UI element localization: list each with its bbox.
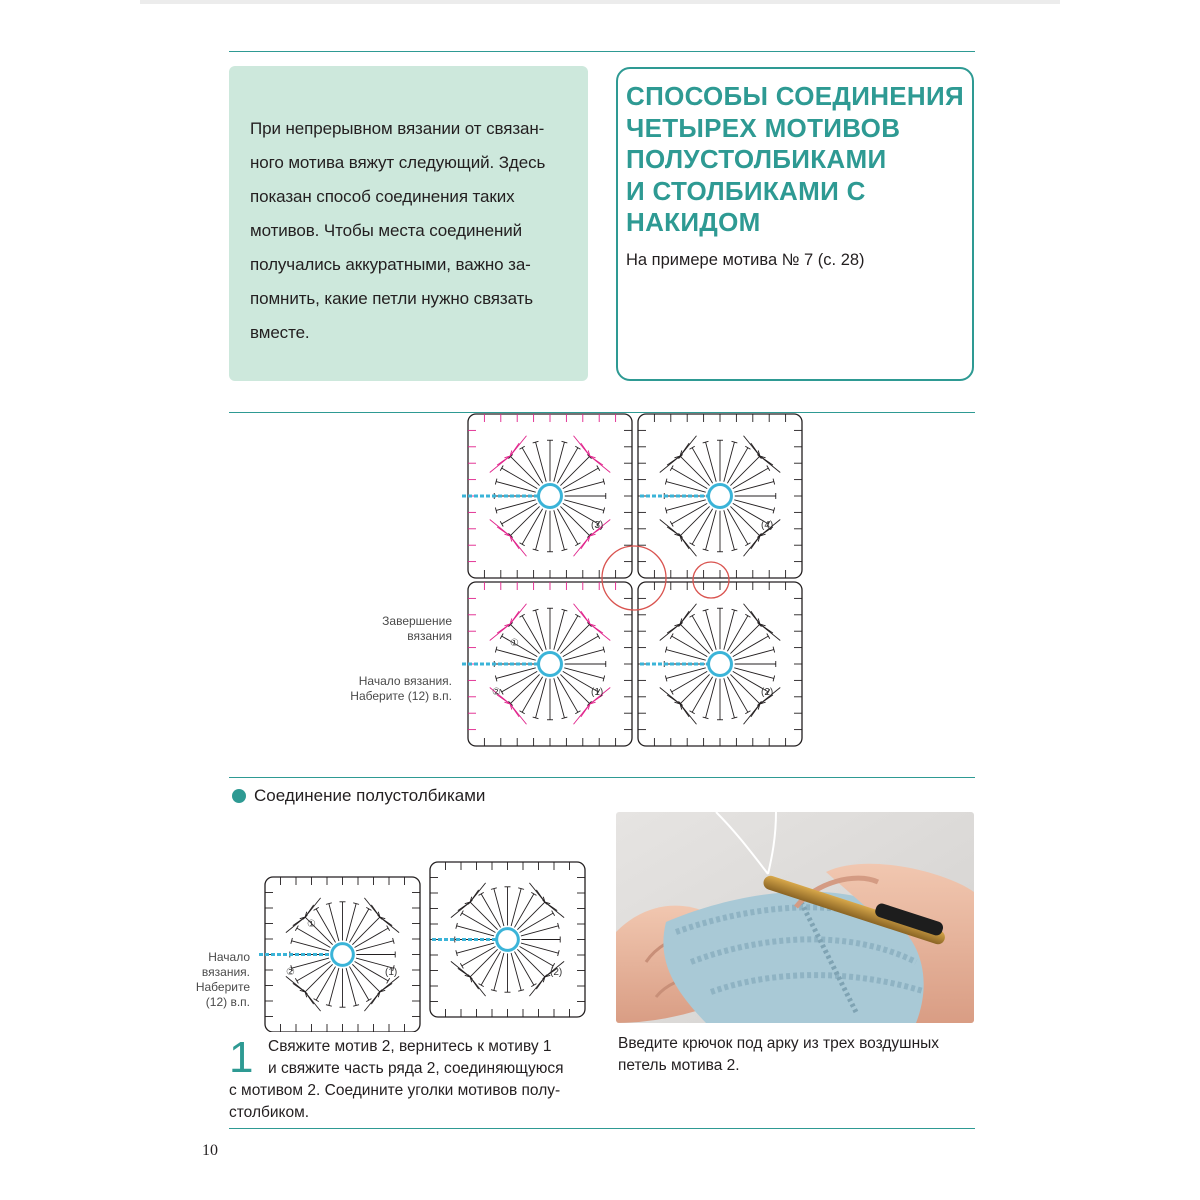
subtitle: На примере мотива № 7 (с. 28) <box>626 250 865 269</box>
crochet-motif-top-3 <box>462 414 632 578</box>
motif-label-2: (2) <box>550 967 563 978</box>
step-line: и свяжите часть ряда 2, соединяющуюся <box>268 1060 564 1077</box>
intro-box <box>229 66 588 381</box>
page-top-edge <box>140 0 1060 4</box>
caption-line: Введите крючок под арку из трех воздушных <box>618 1035 940 1052</box>
photo-hands-crochet-hook <box>616 812 974 1023</box>
step-line: с мотивом 2. Соедините уголки мотивов полу- <box>229 1082 561 1099</box>
label-start-of-knitting-bottom <box>188 950 250 1010</box>
motif-label-4: (4) <box>761 520 774 531</box>
title-box <box>616 67 974 381</box>
intro-line: показан способ соединения таких <box>250 187 515 206</box>
row-marker-1: ① <box>307 919 316 930</box>
crochet-motif-bottom-2 <box>430 862 585 1017</box>
step-text <box>268 1036 588 1080</box>
label-line: вязания <box>407 629 452 643</box>
intro-line: мотивов. Чтобы места соединений <box>250 221 523 240</box>
label-line: Наберите <box>195 980 250 994</box>
intro-line: ного мотива вяжут следующий. Здесь <box>250 153 546 172</box>
top-rule <box>229 51 975 52</box>
section-heading-text: Соединение полустолбиками <box>254 786 486 805</box>
intro-line: вместе. <box>250 323 310 342</box>
label-line: Завершение <box>382 614 452 628</box>
intro-line: помнить, какие петли нужно связать <box>250 289 534 308</box>
crochet-motif-top-2 <box>638 582 802 746</box>
label-start-of-knitting <box>350 674 452 704</box>
join-highlight-circle <box>693 562 729 598</box>
label-line: Наберите (12) в.п. <box>350 689 452 703</box>
step-line: Свяжите мотив 2, вернитесь к мотиву 1 <box>268 1038 552 1055</box>
step-text-continued <box>229 1080 589 1124</box>
crochet-diagram-four-motifs <box>350 408 810 758</box>
section-heading <box>232 786 485 806</box>
motif-label-3: (3) <box>591 520 604 531</box>
page-number: 10 <box>202 1142 218 1159</box>
label-line: (12) в.п. <box>205 995 250 1009</box>
step-line: столбиком. <box>229 1104 310 1121</box>
label-end-of-knitting <box>380 614 452 644</box>
step-number: 1 <box>229 1033 254 1082</box>
row-marker-2: ② <box>492 687 501 698</box>
motif-label-1: (1) <box>385 967 398 978</box>
title-line: СПОСОБЫ СОЕДИНЕНИЯ <box>626 81 964 111</box>
photo-caption <box>618 1033 978 1077</box>
intro-line: При непрерывном вязании от связан- <box>250 119 545 138</box>
caption-line: петель мотива 2. <box>618 1057 740 1074</box>
motif-label-1: (1) <box>591 687 604 698</box>
bullet-icon <box>232 789 246 803</box>
crochet-motif-bottom-1 <box>259 877 420 1032</box>
label-line: вязания. <box>201 965 250 979</box>
label-line: Начало <box>208 950 250 964</box>
motif-label-2: (2) <box>761 687 774 698</box>
intro-text <box>250 112 570 350</box>
title-line: ПОЛУСТОЛБИКАМИ <box>626 144 887 174</box>
label-line: Начало вязания. <box>358 674 452 688</box>
title-line: ЧЕТЫРЕХ МОТИВОВ <box>626 112 901 143</box>
row-marker-1: ① <box>510 638 519 649</box>
intro-line: получались аккуратными, важно за- <box>250 255 531 274</box>
row-marker-2: ② <box>286 967 295 978</box>
crochet-motif-top-1 <box>462 582 632 746</box>
title-line: И СТОЛБИКАМИ С НАКИДОМ <box>626 175 866 237</box>
bottom-rule <box>229 1128 975 1129</box>
crochet-motif-top-4 <box>638 414 802 578</box>
section-rule <box>229 777 975 778</box>
